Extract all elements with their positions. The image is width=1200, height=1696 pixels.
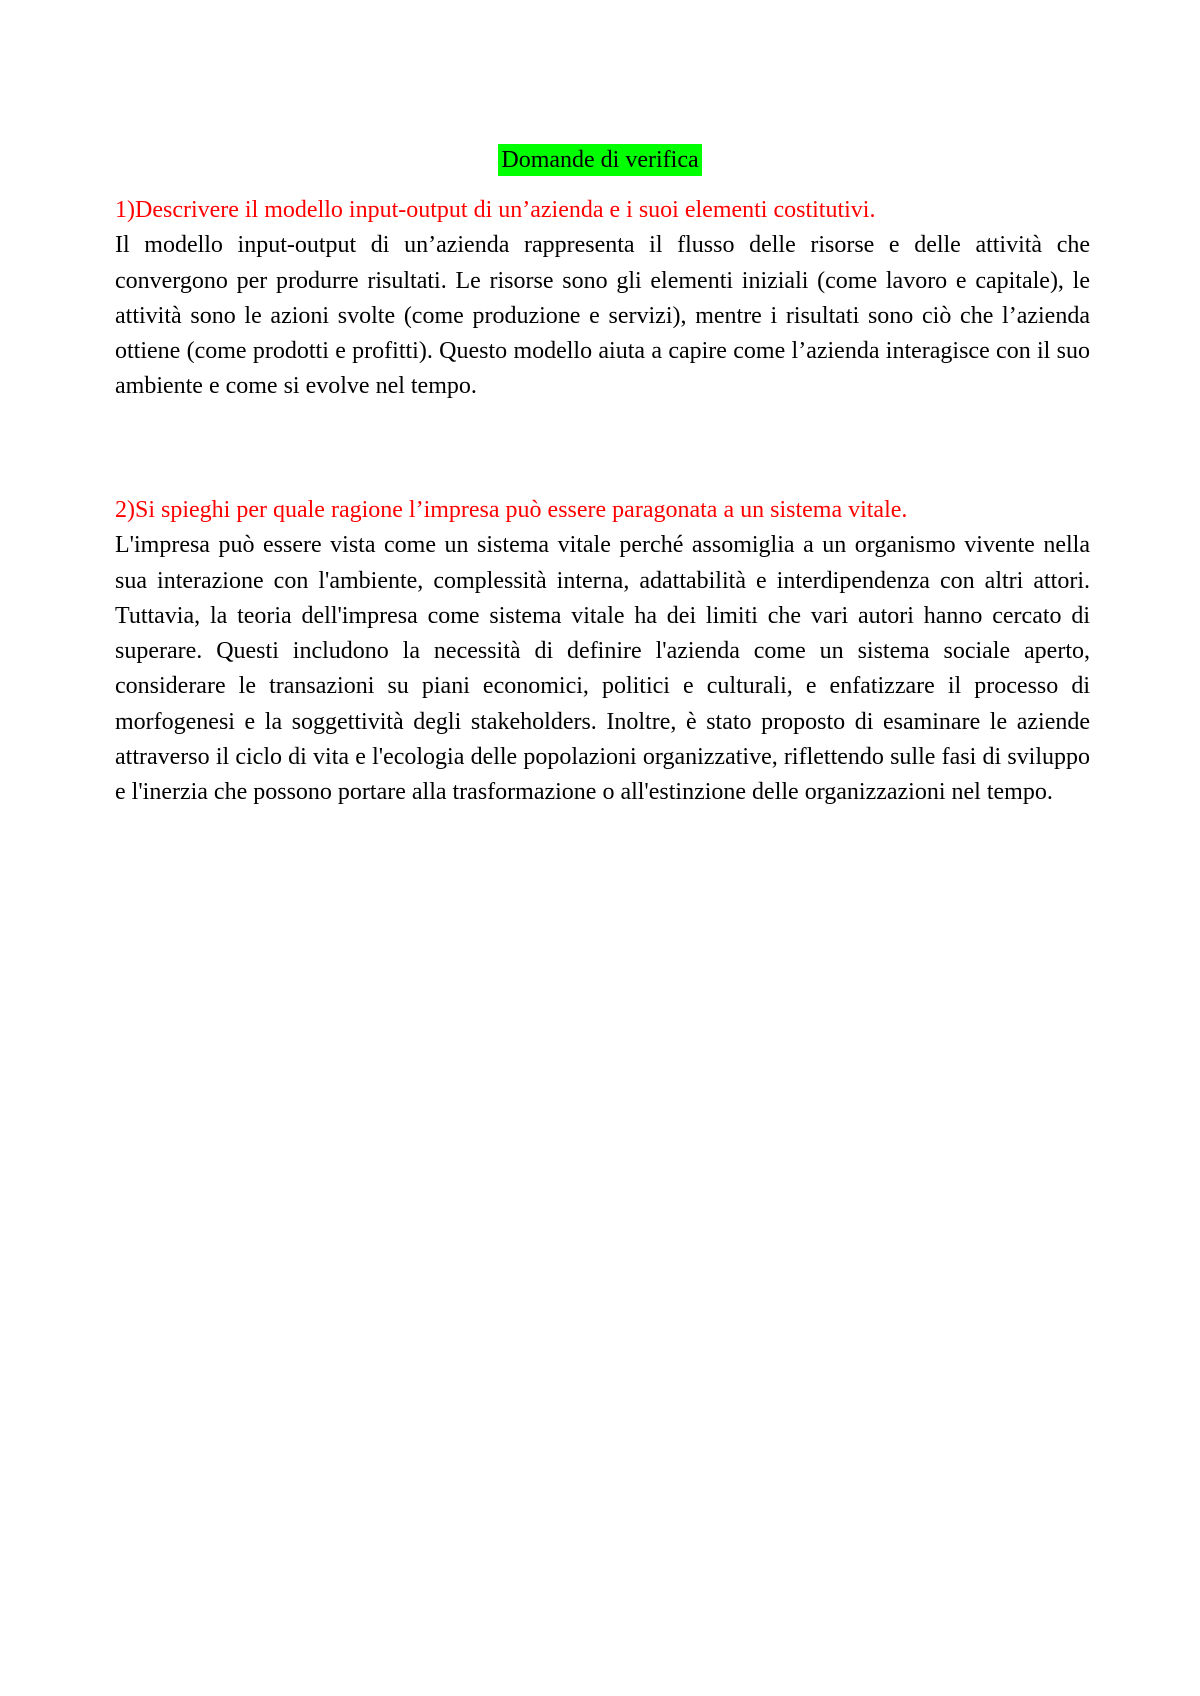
page-title: Domande di verifica	[498, 144, 701, 176]
section-2	[115, 493, 1090, 811]
section-1	[115, 193, 1090, 405]
question-2: 2)Si spieghi per quale ragione l’impresa può essere paragonata a un sistema vitale.	[115, 497, 908, 523]
answer-2: L'impresa può essere vista come un sistema vitale perché assomiglia a un organismo vivente nella sua interazione con l'ambiente, complessità interna, adattabilità e interdipendenza con altri attori. Tuttavia, la teoria dell'impresa come sistema vitale ha dei limiti che vari autori hanno cercato di superare. Questi includono la necessità di definire l'azienda come un sistema sociale aperto, considerare le transazioni su piani economici, politici e culturali, e enfatizzare il processo di morfogenesi e la soggettività degli stakeholders. Inoltre, è stato proposto di esaminare le aziende attraverso il ciclo di vita e l'ecologia delle popolazioni organizzative, riflettendo sulle fasi di sviluppo e l'inerzia che possono portare alla trasformazione o all'estinzione delle organizzazioni nel tempo.	[115, 532, 1090, 806]
title-container	[0, 144, 1200, 176]
answer-1: Il modello input-output di un’azienda rappresenta il flusso delle risorse e delle attività che convergono per produrre risultati. Le risorse sono gli elementi iniziali (come lavoro e capitale), le attività sono le azioni svolte (come produzione e servizi), mentre i risultati sono ciò che l’azienda ottiene (come prodotti e profitti). Questo modello aiuta a capire come l’azienda interagisce con il suo ambiente e come si evolve nel tempo.	[115, 232, 1090, 400]
question-1: 1)Descrivere il modello input-output di un’azienda e i suoi elementi costitutivi.	[115, 197, 876, 223]
